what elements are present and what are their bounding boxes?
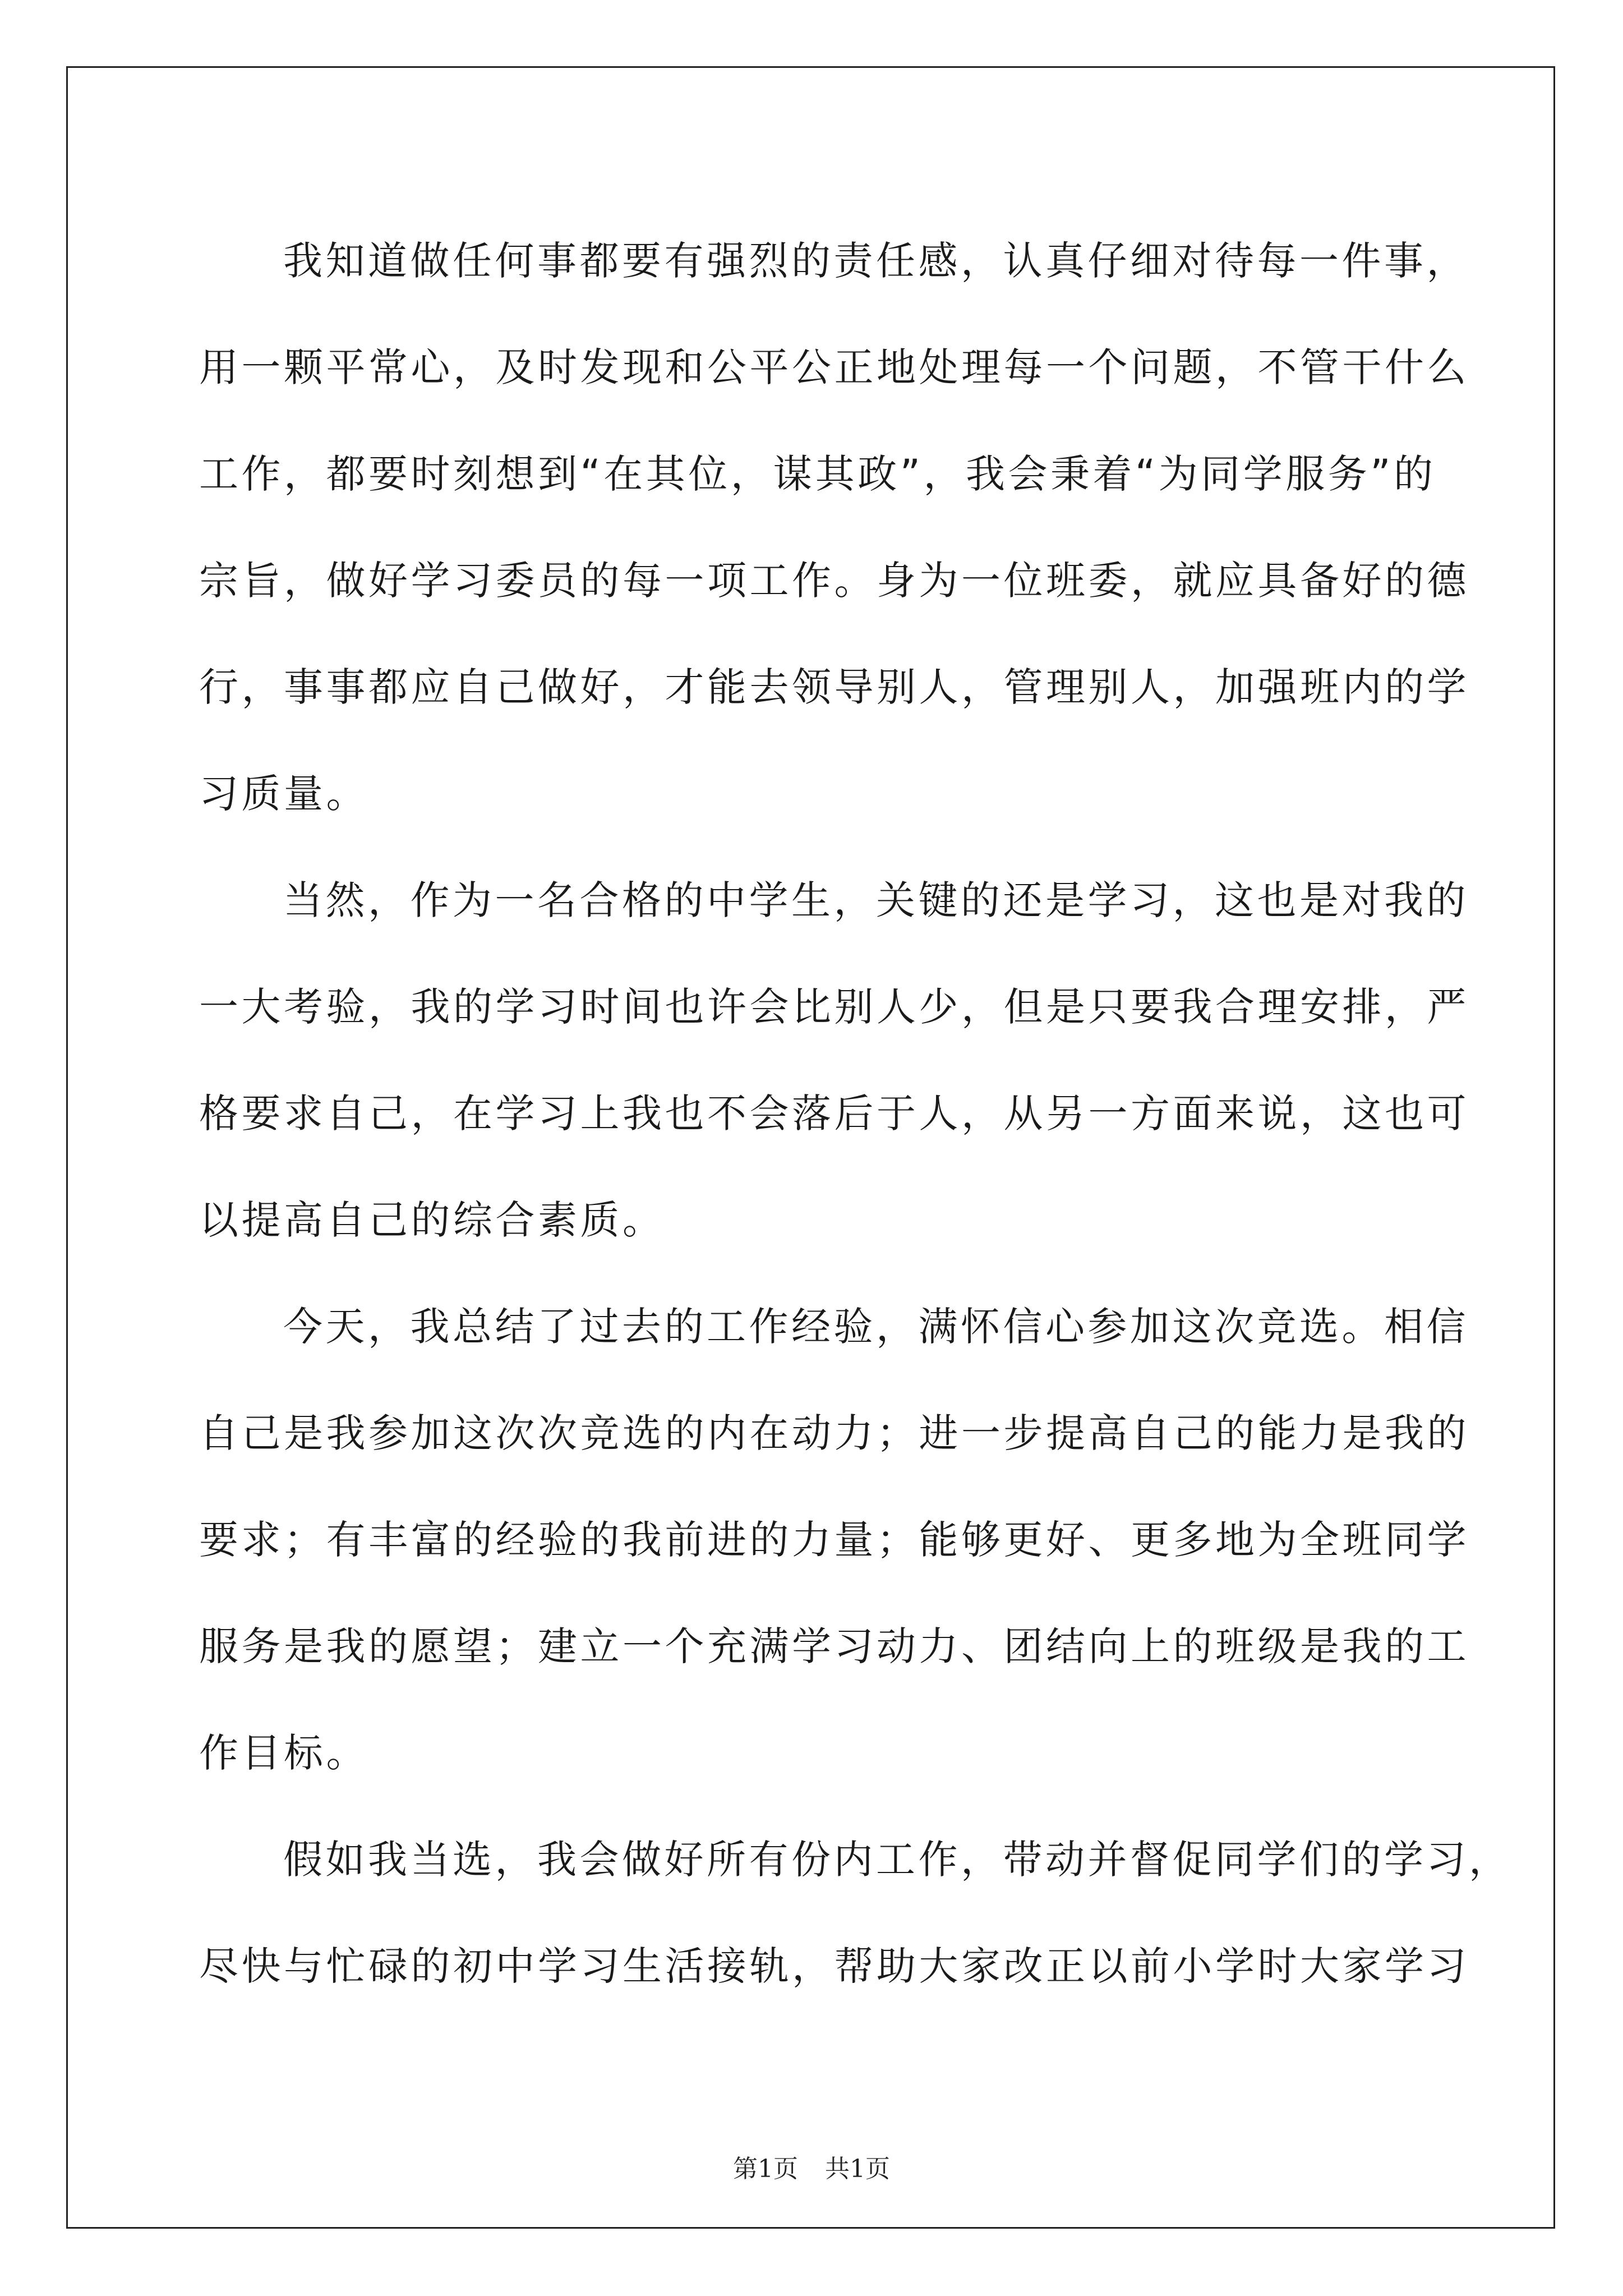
text-line: 自己是我参加这次次竞选的内在动力；进一步提高自己的能力是我的 xyxy=(199,1410,1469,1456)
text-line: 作目标。 xyxy=(199,1730,368,1776)
text-line: 习质量。 xyxy=(199,771,368,817)
text-line: 宗旨，做好学习委员的每一项工作。身为一位班委，就应具备好的德 xyxy=(199,558,1469,604)
text-line: 一大考验，我的学习时间也许会比别人少，但是只要我合理安排，严 xyxy=(199,984,1469,1030)
text-line: 要求；有丰富的经验的我前进的力量；能够更好、更多地为全班同学 xyxy=(199,1517,1469,1563)
text-line: 以提高自己的综合素质。 xyxy=(199,1197,665,1243)
text-line: 工作，都要时刻想到“在其位，谋其政”，我会秉着“为同学服务”的 xyxy=(199,451,1436,497)
page-number-total: 共1页 xyxy=(825,2155,890,2183)
text-line: 格要求自己，在学习上我也不会落后于人，从另一方面来说，这也可 xyxy=(199,1091,1469,1137)
text-line: 行，事事都应自己做好，才能去领导别人，管理别人，加强班内的学 xyxy=(199,664,1469,710)
text-line: 我知道做任何事都要有强烈的责任感，认真仔细对待每一件事， xyxy=(283,238,1469,284)
page-number-current: 第1页 xyxy=(733,2155,798,2183)
text-line: 今天，我总结了过去的工作经验，满怀信心参加这次竞选。相信 xyxy=(283,1304,1469,1350)
document-body xyxy=(199,208,1511,2019)
text-line: 尽快与忙碌的初中学习生活接轨，帮助大家改正以前小学时大家学习 xyxy=(199,1943,1469,1989)
page-footer xyxy=(0,2148,1623,2184)
text-line: 用一颗平常心，及时发现和公平公正地处理每一个问题，不管干什么 xyxy=(199,344,1469,390)
text-line: 服务是我的愿望；建立一个充满学习动力、团结向上的班级是我的工 xyxy=(199,1623,1469,1669)
text-line: 当然，作为一名合格的中学生，关键的还是学习，这也是对我的 xyxy=(283,877,1469,923)
text-line: 假如我当选，我会做好所有份内工作，带动并督促同学们的学习， xyxy=(283,1837,1511,1883)
